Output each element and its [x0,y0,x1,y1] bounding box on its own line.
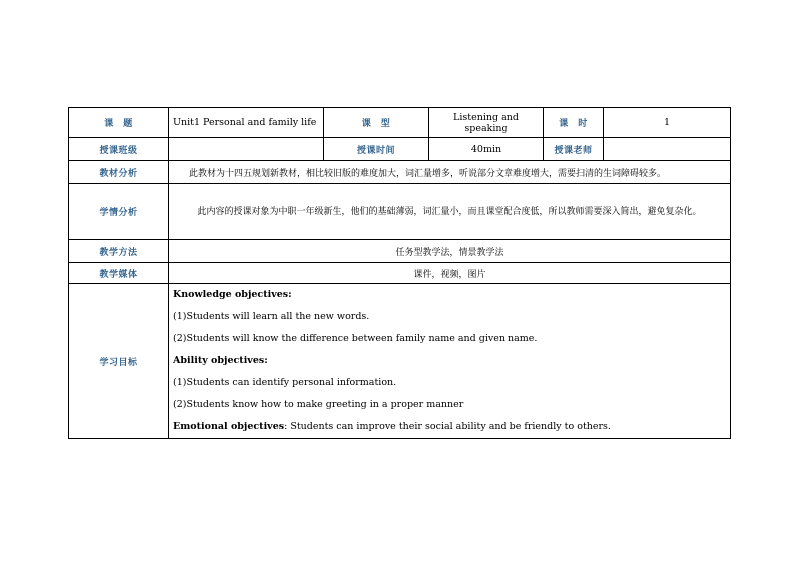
label-textbook-analysis: 教材分析 [69,161,169,184]
emotional-objectives-heading: Emotional objectives [173,421,285,432]
label-teaching-methods: 教学方法 [69,240,169,263]
label-time: 授课时间 [324,138,429,161]
ability-objective-2: (2)Students know how to make greeting in a proper manner [173,399,464,410]
knowledge-objective-1: (1)Students will learn all the new words. [173,311,370,322]
row-objectives [69,284,731,439]
ability-objective-1: (1)Students can identify personal information. [173,377,397,388]
label-teaching-media: 教学媒体 [69,263,169,284]
row-students [69,184,731,240]
objectives-cell [169,284,731,439]
teacher-value [604,138,731,161]
label-hours: 课 时 [544,108,604,138]
label-lesson-type: 课 型 [324,108,429,138]
time-value: 40min [429,138,544,161]
row-textbook [69,161,731,184]
ability-objectives-heading: Ability objectives: [173,355,268,366]
label-teacher: 授课老师 [544,138,604,161]
row-topic [69,108,731,138]
label-class: 授课班级 [69,138,169,161]
textbook-analysis-text: 此教材为十四五规划新教材，相比较旧版的难度加大，词汇量增多，听说部分文章难度增大，需要扫清的生词障碍较多。 [169,161,731,184]
label-student-analysis: 学情分析 [69,184,169,240]
teaching-media-text: 课件，视频，图片 [169,263,731,284]
emotional-objectives-text: : Students can improve their social ability and be friendly to others. [284,421,611,432]
row-media [69,263,731,284]
row-class [69,138,731,161]
emotional-objectives-line [173,416,726,438]
lesson-plan-table [68,107,731,439]
row-methods [69,240,731,263]
label-topic: 课 题 [69,108,169,138]
label-learning-objectives: 学习目标 [69,284,169,439]
class-value [169,138,324,161]
teaching-methods-text: 任务型教学法，情景教学法 [169,240,731,263]
student-analysis-text: 此内容的授课对象为中职一年级新生，他们的基础薄弱，词汇量小，而且课堂配合度低，所以教师需要深入简出，避免复杂化。 [169,184,731,240]
hours-value: 1 [604,108,731,138]
knowledge-objectives-heading: Knowledge objectives: [173,289,292,300]
topic-value: Unit1 Personal and family life [169,108,324,138]
knowledge-objective-2: (2)Students will know the difference between family name and given name. [173,333,538,344]
lesson-type-value: Listening and speaking [429,108,544,138]
